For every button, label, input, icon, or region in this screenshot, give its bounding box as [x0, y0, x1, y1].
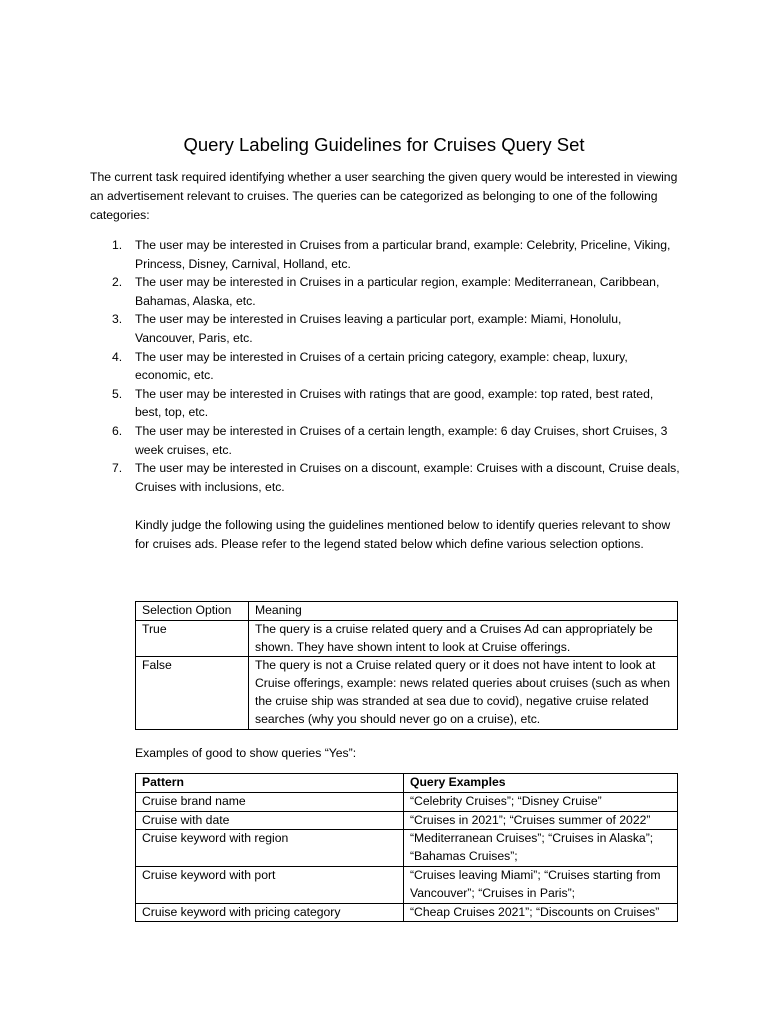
legend-table: [135, 601, 678, 730]
table-cell: Cruise brand name: [136, 792, 404, 811]
category-list: [90, 236, 680, 496]
instructions-paragraph: Kindly judge the following using the guidelines mentioned below to identify queries relevant to show for cruises ads. Please refer to the legend stated below which define various selection options.: [135, 518, 671, 551]
list-number: 5.: [112, 386, 123, 401]
table-row: [136, 811, 678, 830]
list-item: [90, 236, 680, 273]
list-item-text: The user may be interested in Cruises on a discount, example: Cruises with a discount, Cruise deals, Cruises with inclusions, etc.: [135, 461, 680, 494]
table-cell: “Cheap Cruises 2021”; “Discounts on Cruises”: [404, 903, 678, 922]
list-item: [90, 385, 680, 422]
table-cell: Cruise keyword with region: [136, 830, 404, 867]
table-cell: Cruise with date: [136, 811, 404, 830]
list-item-text: The user may be interested in Cruises from a particular brand, example: Celebrity, Priceline, Viking, Princess, Disney, Carnival, Holland, etc.: [135, 238, 671, 271]
table-row: [136, 903, 678, 922]
list-item-text: The user may be interested in Cruises in a particular region, example: Mediterranean, Caribbean, Bahamas, Alaska, etc.: [135, 275, 660, 308]
table-row: [136, 620, 678, 657]
table-cell: The query is not a Cruise related query or it does not have intent to look at Cruise offerings, example: news related queries about cruises (such as when the cruise ship was stranded at sea due to covid), negative cruise related searches (why you should never go on a cruise), etc.: [249, 657, 678, 729]
examples-heading: Examples of good to show queries “Yes”:: [135, 746, 357, 760]
table-header-row: [136, 602, 678, 621]
table-cell: True: [136, 620, 249, 657]
list-item: [90, 348, 680, 385]
examples-table: [135, 773, 678, 922]
page-title: Query Labeling Guidelines for Cruises Query Set: [183, 134, 585, 155]
table-cell: False: [136, 657, 249, 729]
table-header-cell: Selection Option: [136, 602, 249, 621]
table-cell: “Cruises leaving Miami”; “Cruises starting from Vancouver”; “Cruises in Paris”;: [404, 866, 678, 903]
intro-paragraph: The current task required identifying whether a user searching the given query would be interested in viewing an advertisement relevant to cruises. The queries can be categorized as belonging to one of the following categories:: [90, 170, 678, 222]
table-header-cell: Query Examples: [404, 774, 678, 793]
list-item: [90, 273, 680, 310]
list-number: 7.: [112, 461, 123, 476]
list-number: 4.: [112, 349, 123, 364]
table-cell: Cruise keyword with port: [136, 866, 404, 903]
list-number: 6.: [112, 423, 123, 438]
list-item-text: The user may be interested in Cruises of a certain pricing category, example: cheap, luxury, economic, etc.: [135, 349, 628, 383]
table-cell: Cruise keyword with pricing category: [136, 903, 404, 922]
table-row: [136, 866, 678, 903]
list-number: 1.: [112, 238, 123, 252]
table-header-row: [136, 774, 678, 793]
table-cell: The query is a cruise related query and a Cruises Ad can appropriately be shown. They have shown intent to look at Cruise offerings.: [249, 620, 678, 657]
list-item: [90, 459, 680, 496]
list-item: [90, 310, 680, 347]
list-item-text: The user may be interested in Cruises leaving a particular port, example: Miami, Honolulu, Vancouver, Paris, etc.: [135, 312, 622, 345]
table-cell: “Celebrity Cruises”; “Disney Cruise”: [404, 792, 678, 811]
table-header-cell: Meaning: [249, 602, 678, 621]
table-row: [136, 657, 678, 729]
list-item: [90, 422, 680, 459]
table-header-cell: Pattern: [136, 774, 404, 793]
table-cell: “Mediterranean Cruises”; “Cruises in Alaska”; “Bahamas Cruises”;: [404, 830, 678, 867]
table-cell: “Cruises in 2021”; “Cruises summer of 2022”: [404, 811, 678, 830]
list-item-text: The user may be interested in Cruises of a certain length, example: 6 day Cruises, short Cruises, 3 week cruises, etc.: [135, 423, 668, 457]
list-number: 2.: [112, 275, 123, 290]
table-row: [136, 792, 678, 811]
list-item-text: The user may be interested in Cruises with ratings that are good, example: top rated, best rated, best, top, etc.: [135, 386, 654, 420]
list-number: 3.: [112, 312, 123, 327]
table-row: [136, 830, 678, 867]
